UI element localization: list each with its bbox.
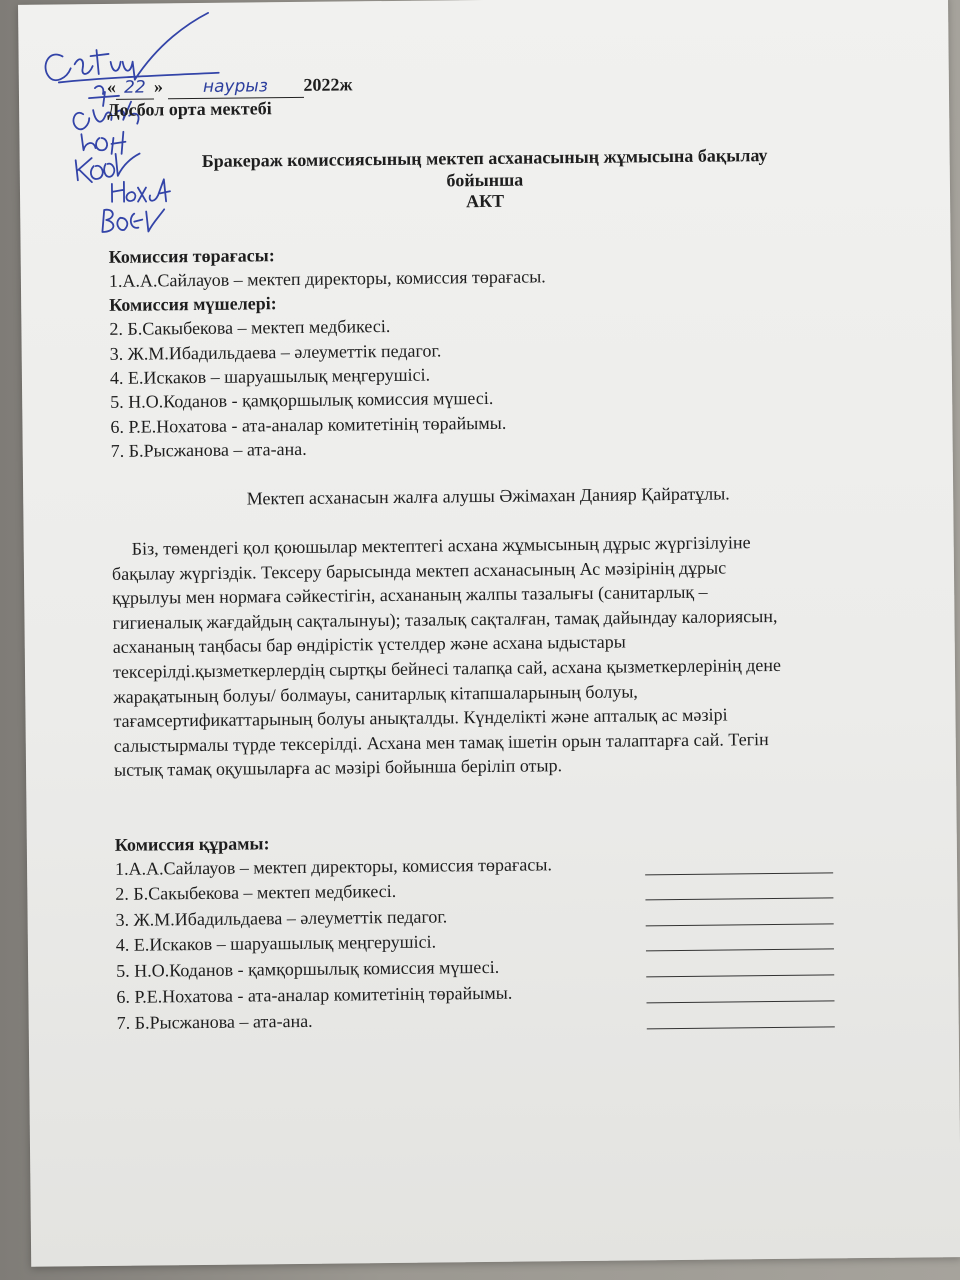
signature-line [646, 923, 834, 926]
signature-stroke [75, 59, 93, 74]
signature-stroke [45, 54, 70, 80]
composition-line: 3. Ж.М.Ибадильдаева – әлеуметтік педагог. [115, 906, 448, 930]
caterer-line: Мектеп асханасын жалға алушы Әжімахан Данияр Қайратұлы. [246, 483, 730, 509]
handwritten-day: 22 [123, 77, 146, 98]
signature-stroke [91, 50, 135, 80]
members-heading: Комиссия мүшелері: [109, 293, 277, 315]
member-line: 3. Ж.М.Ибадильдаева – әлеуметтік педагог. [109, 340, 442, 364]
signature-line [646, 974, 834, 977]
composition-line: 2. Б.Сакыбекова – мектеп медбикесі. [115, 880, 397, 904]
chair-line: 1.А.А.Сайлауов – мектеп директоры, комиссия төрағасы. [108, 266, 546, 291]
member-line: 5. Н.О.Коданов - қамқоршылық комиссия мүшесі. [110, 387, 494, 412]
composition-heading: Комиссия құрамы: [114, 833, 270, 855]
signature-line [645, 897, 833, 900]
composition-line: 6. Р.Е.Нохатова - ата-аналар комитетінің төрайымы. [116, 982, 513, 1007]
date-line [107, 74, 353, 100]
composition-line: 7. Б.Рысжанова – ата-ана. [116, 1010, 313, 1033]
date-mid-quote: » [153, 76, 163, 97]
composition-line: 1.А.А.Сайлауов – мектеп директоры, комиссия төрағасы. [114, 854, 553, 879]
signature-line [646, 948, 834, 951]
title-line-1: Бракераж комиссиясының мектеп асханасының жұмысына бақылау [201, 145, 768, 171]
chair-heading: Комиссия төрағасы: [108, 245, 275, 267]
signature-line [645, 872, 833, 875]
composition-line: 4. Е.Искаков – шаруашылық меңгерушісі. [115, 931, 437, 955]
handwritten-month: наурыз [202, 76, 268, 97]
signature-line [647, 1026, 835, 1029]
signature-stroke [134, 13, 209, 80]
body-paragraph: Біз, төмендегі қол қоюшылар мектептегі асхана жұмысының дұрыс жүргізілуіне бақылау жүргіздік. Тексеру барысында мектеп асханасының Ас мәзірінің дұрыс құрылуы мен нормаға сәйкестігін, асхананың жалпы тазалығы (санитарлық – гигиеналық жағдайдың сақталынуы); тазалық сақталған, тамақ дайындау калориясын, асхананың таңбасы бар өндірістік үстелдер және асхана ыдыстары тексерілді.қызметкерлердің сыртқы бейнесі талапқа сай, асхана қызметкерлерінің дене жарақатының болуы/ болмауы, санитарлық кітапшаларының болуы, тағамсертификаттарының болуы анықталды. Күнделікті және апталық ас мәзірі салыстырмалы түрде тексерілді. Асхана мен тамақ ішетін орын талаптарға сай. Тегін ыстық тамақ оқушыларға ас мәзірі бойынша беріліп отыр. [111, 532, 782, 781]
title-line-2: бойынша [446, 169, 524, 191]
composition-line: 5. Н.О.Коданов - қамқоршылық комиссия мүшесі. [116, 956, 500, 981]
member-line: 2. Б.Сакыбекова – мектеп медбикесі. [109, 315, 391, 339]
member-line: 6. Р.Е.Нохатова - ата-аналар комитетінің төрайымы. [110, 412, 507, 437]
document-page [18, 0, 960, 1267]
member-line: 7. Б.Рысжанова – ата-ана. [110, 438, 307, 461]
school-name: Досбол орта мектебі [107, 98, 272, 120]
date-open-quote: « [106, 76, 116, 97]
member-line: 4. Е.Искаков – шаруашылық меңгерушісі. [109, 364, 431, 388]
title-line-3: АКТ [465, 190, 505, 212]
signature-line [647, 1000, 835, 1003]
date-year: 2022ж [303, 74, 353, 95]
